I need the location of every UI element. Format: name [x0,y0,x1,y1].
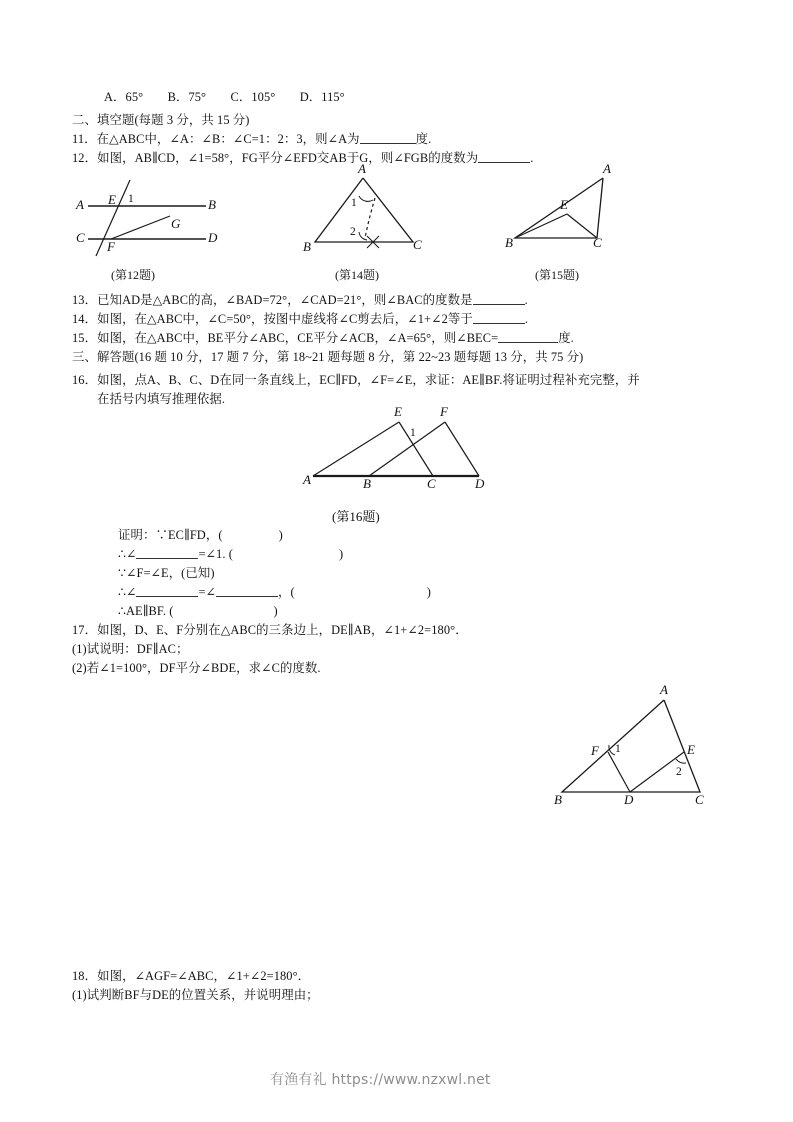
q16-proof-line-4 [118,584,431,601]
scissors-icon [363,236,383,253]
triangle-ABC [562,700,700,792]
q11-text-b: 度. [415,132,432,146]
figure-14-label-B: B [303,239,311,254]
ray-FG [111,216,170,239]
q11-number: 11． [72,132,97,146]
q12-answer-blank[interactable] [478,151,530,163]
question-18-sub-1: (1)试判断BF与DE的位置关系，并说明理由； [72,988,319,1002]
q16-proof-l4a: ∴∠ [118,585,137,599]
q16-proof-l2a: ∴∠ [118,547,137,561]
figure-17-svg [552,682,732,822]
figure-17-label-C: C [695,792,704,807]
figure-16 [303,406,519,496]
figure-12-label-E: E [108,192,116,207]
figure-12 [78,172,238,262]
choice-a: A．65° [104,90,144,104]
question-14 [72,311,528,328]
segment-AE [313,422,399,476]
q16-proof-line-1 [118,527,283,544]
figure-14-label-A: A [358,161,366,176]
watermark: 有渔有礼 https://www.nzxwl.net [270,1072,491,1088]
figure-15-label-B: B [505,235,513,250]
figure-15-label-E: E [560,197,568,212]
figure-12-label-F: F [107,239,115,254]
q16-proof-l4b: =∠ [198,585,217,599]
q11-text-a: 在△ABC中，∠A：∠B：∠C=1：2：3，则∠A为 [96,132,360,146]
q16-proof-l5a: ∴AE∥BF. ( [118,604,174,618]
q18-text-1: 如图，∠AGF=∠ABC，∠1+∠2=180°． [97,969,311,983]
q16-proof-angle-blank-2[interactable] [136,585,198,597]
q17-text-1: 如图，D、E、F分别在△ABC的三条边上，DE∥AB，∠1+∠2=180°． [97,623,468,637]
figure-16-label-F: F [440,404,448,419]
figure-12-caption: (第12题) [111,268,155,282]
figure-12-label-B: B [208,197,216,212]
q16-proof-l1b: ) [278,528,283,542]
figure-16-label-B: B [363,476,371,491]
figure-15-label-C: C [593,235,602,250]
segment-BF [369,422,445,476]
figure-17-label-D: D [624,792,634,807]
triangle-ABC [315,178,413,242]
q16-proof-line-2 [118,546,343,563]
section-2-heading: 二、填空题(每题 3 分，共 15 分) [72,113,250,127]
q16-text-1: 如图，点A、B、C、D在同一条直线上，EC∥FD，∠F=∠E，求证：AE∥BF.将证明过程补充完整，并 [97,373,640,387]
choice-d: D．115° [299,90,345,104]
q13-answer-blank[interactable] [473,293,525,305]
q18-number: 18． [72,969,98,983]
question-15 [72,330,574,347]
q13-text-b: . [524,293,528,307]
q16-proof-l2c: ) [338,547,344,561]
choices-row [104,89,345,106]
question-16-line-2: 在括号内填写推理依据. [97,392,226,406]
choice-c: C．105° [230,90,276,104]
q16-proof-l4d: ) [426,585,431,599]
figure-14-label-C: C [413,237,422,252]
angle-2-arc [676,759,686,763]
q16-proof-l5b: ) [273,604,278,618]
figure-15-caption: (第15题) [535,268,579,282]
figure-16-label-A: A [303,472,311,487]
q15-text-b: 度. [558,331,574,345]
figure-17 [552,682,732,822]
q17-number: 17． [72,623,98,637]
figure-12-angle-1: 1 [128,193,134,205]
q12-text-b: . [530,151,534,165]
figure-12-label-G: G [171,216,181,231]
q14-number: 14． [72,312,98,326]
figure-16-label-C: C [427,476,436,491]
angle-1-arc [359,196,373,201]
q15-answer-blank[interactable] [498,331,558,343]
question-17-sub-1: (1)试说明：DF∥AC； [72,642,189,656]
figure-17-label-F: F [591,743,599,758]
figure-14-caption: (第14题) [335,268,379,282]
segment-BE [515,214,567,238]
figure-16-svg [303,406,519,496]
q15-text-a: 如图，在△ABC中，BE平分∠ABC，CE平分∠ACB，∠A=65°，则∠BEC= [97,331,499,345]
q11-answer-blank[interactable] [360,132,416,144]
question-18-line-1 [72,968,310,985]
q12-number: 12． [72,151,98,165]
question-16-line-1 [72,372,640,389]
q13-text-a: 已知AD是△ABC的高，∠BAD=72°，∠CAD=21°，则∠BAC的度数是 [97,293,473,307]
figure-16-label-D: D [475,476,485,491]
q12-text-a: 如图，AB∥CD，∠1=58°，FG平分∠EFD交AB于G，则∠FGB的度数为 [97,151,479,165]
figure-16-caption: (第16题) [332,509,380,524]
q14-answer-blank[interactable] [473,312,525,324]
figure-14-angle-1: 1 [351,197,357,209]
q16-proof-line-5 [118,603,278,620]
segment-FD [608,752,630,792]
question-12 [72,150,533,167]
q16-proof-l4c: ，( [278,585,295,599]
figure-12-label-D: D [208,230,218,245]
dashed-cut-line [365,198,375,238]
figure-17-label-A: A [660,682,668,697]
q15-number: 15． [72,331,98,345]
q16-proof-l1a: 证明：∵EC∥FD，( [118,528,223,542]
segment-FD [445,422,479,476]
q16-proof-angle-blank-1[interactable] [136,547,198,559]
figure-15-svg [505,170,635,260]
figure-15 [505,161,635,260]
segment-EC [399,422,433,476]
question-17-sub-2: (2)若∠1=100°，DF平分∠BDE，求∠C的度数. [72,661,321,675]
figure-14 [303,161,435,262]
figure-12-svg [78,172,238,262]
choice-b: B．75° [167,90,207,104]
q13-number: 13． [72,293,98,307]
q14-text-b: . [524,312,529,326]
figure-17-angle-1: 1 [615,743,621,755]
figure-16-label-E: E [394,404,402,419]
figure-12-label-C: C [76,230,85,245]
figure-15-label-A: A [603,161,611,176]
figure-16-angle-1: 1 [410,427,416,439]
q14-text-a: 如图，在△ABC中，∠C=50°，按图中虚线将∠C剪去后，∠1+∠2等于 [97,312,473,326]
question-11 [72,131,431,148]
figure-17-label-B: B [554,792,562,807]
figure-14-angle-2: 2 [350,226,356,238]
q16-proof-line-3: ∵∠F=∠E，(已知) [118,566,215,580]
question-17-line-1 [72,622,468,639]
figure-17-angle-2: 2 [676,766,682,778]
q16-proof-l2b: =∠1. ( [198,547,233,561]
q16-proof-angle-blank-3[interactable] [216,585,278,597]
triangle-ABC [515,178,603,238]
q16-number: 16． [72,373,98,387]
figure-12-label-A: A [76,197,84,212]
question-13 [72,292,528,309]
section-3-heading: 三、解答题(16 题 10 分，17 题 7 分，第 18~21 题每题 8 分，第 22~23 题每题 13 分，共 75 分) [72,350,584,364]
figure-17-label-E: E [687,742,695,757]
